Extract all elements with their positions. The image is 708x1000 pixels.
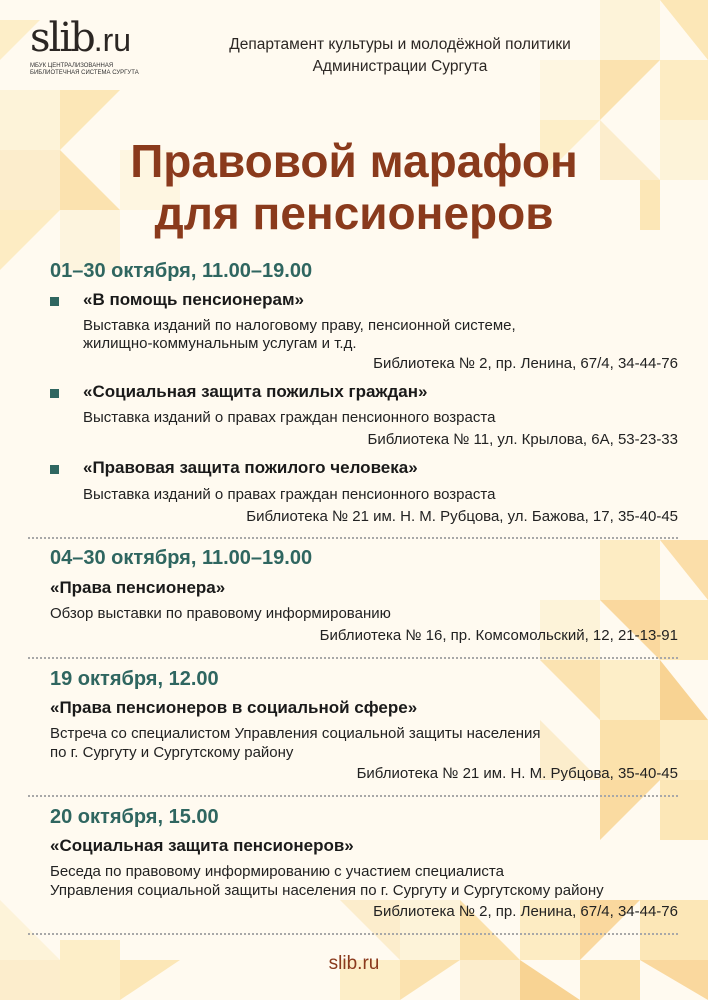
logo-text: slib: [30, 15, 94, 61]
event-place: Библиотека № 2, пр. Ленина, 67/4, 34-44-76: [373, 903, 678, 920]
event-description: Управления социальной защиты населения по г. Сургуту и Сургутскому району: [50, 882, 604, 899]
event-title: «Права пенсионеров в социальной сфере»: [50, 698, 418, 717]
department-line-1: Департамент культуры и молодёжной политики: [229, 36, 571, 53]
event-description: Выставка изданий по налоговому праву, пенсионной системе,: [83, 317, 516, 334]
logo-domain: .ru: [93, 22, 132, 58]
department-line-2: Администрации Сургута: [312, 58, 488, 75]
event-place: Библиотека № 21 им. Н. М. Рубцова, 35-40-45: [356, 765, 678, 782]
section-date: 01–30 октября, 11.00–19.00: [50, 260, 313, 282]
section-date: 19 октября, 12.00: [50, 668, 219, 690]
page-title: [0, 135, 708, 239]
section-date: 04–30 октября, 11.00–19.00: [50, 547, 313, 569]
title-line-1: Правовой марафон: [130, 135, 578, 187]
logo-mark: [30, 15, 180, 61]
bullet-marker: [50, 465, 59, 474]
event-description: Выставка изданий о правах граждан пенсионного возраста: [83, 486, 496, 503]
department-header: [160, 34, 640, 78]
event-description: Обзор выставки по правовому информированию: [50, 605, 391, 622]
dotted-divider: [28, 795, 678, 797]
logo-subtitle: МБУК ЦЕНТРАЛИЗОВАННАЯ БИБЛИОТЕЧНАЯ СИСТЕМА СУРГУТА: [30, 63, 139, 76]
bullet-marker: [50, 389, 59, 398]
section-date: 20 октября, 15.00: [50, 806, 219, 828]
dotted-divider: [28, 933, 678, 935]
event-title: «Социальная защита пожилых граждан»: [83, 382, 428, 401]
event-description: Выставка изданий о правах граждан пенсионного возраста: [83, 409, 496, 426]
bullet-marker: [50, 297, 59, 306]
event-description: по г. Сургуту и Сургутскому району: [50, 744, 294, 761]
event-description: жилищно-коммунальным услугам и т.д.: [83, 335, 357, 352]
event-description: Встреча со специалистом Управления социальной защиты населения: [50, 725, 541, 742]
event-place: Библиотека № 16, пр. Комсомольский, 12, 21-13-91: [319, 627, 678, 644]
event-title: «Права пенсионера»: [50, 578, 226, 597]
event-place: Библиотека № 21 им. Н. М. Рубцова, ул. Бажова, 17, 35-40-45: [246, 508, 678, 525]
event-title: «В помощь пенсионерам»: [83, 290, 305, 309]
event-description: Беседа по правовому информированию с участием специалиста: [50, 863, 504, 880]
event-place: Библиотека № 11, ул. Крылова, 6А, 53-23-33: [367, 431, 678, 448]
dotted-divider: [28, 537, 678, 539]
title-line-2: для пенсионеров: [154, 187, 554, 239]
event-place: Библиотека № 2, пр. Ленина, 67/4, 34-44-76: [373, 355, 678, 372]
event-title: «Правовая защита пожилого человека»: [83, 458, 418, 477]
logo: [30, 15, 180, 77]
website-link[interactable]: slib.ru: [328, 953, 380, 974]
dotted-divider: [28, 657, 678, 659]
event-title: «Социальная защита пенсионеров»: [50, 836, 354, 855]
